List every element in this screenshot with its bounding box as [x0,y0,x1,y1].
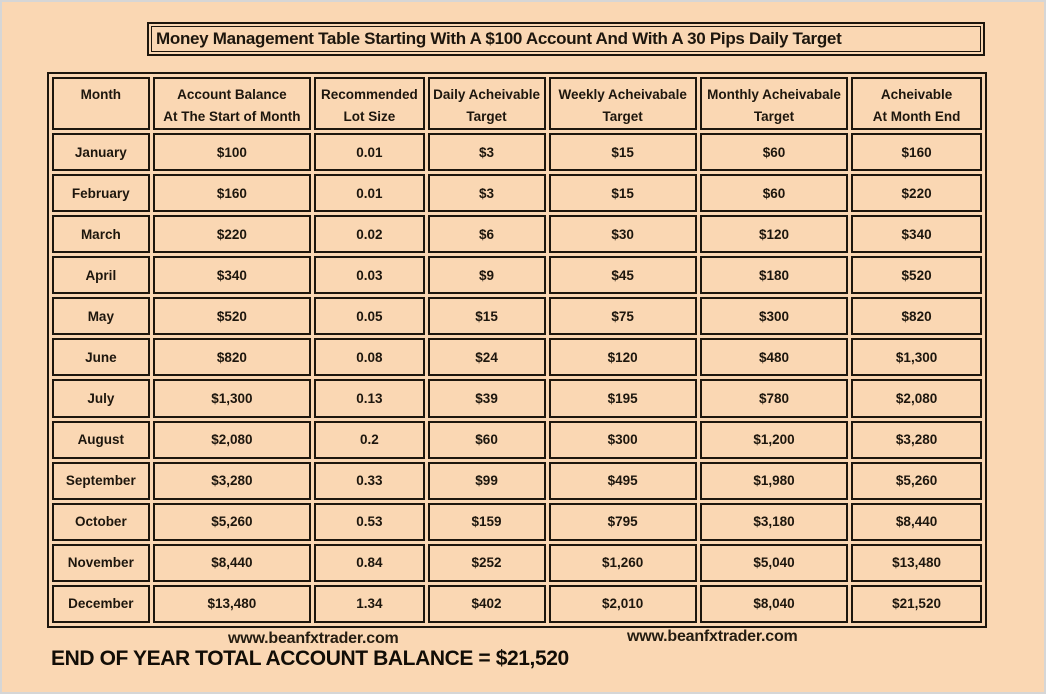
month-cell: July [52,379,150,417]
table-row [52,215,982,253]
header-line: Target [466,109,507,124]
value-cell: $300 [549,421,697,459]
header-cell-daily-target [428,77,546,130]
header-line: Target [602,109,643,124]
value-cell: $5,040 [700,544,848,582]
value-cell: $160 [851,133,982,171]
value-cell: $39 [428,379,546,417]
value-cell: $520 [851,256,982,294]
value-cell: $2,080 [851,379,982,417]
value-cell: $1,300 [851,338,982,376]
value-cell: 0.01 [314,133,425,171]
table-row [52,462,982,500]
value-cell: $30 [549,215,697,253]
header-cell-lot-size [314,77,425,130]
value-cell: $220 [851,174,982,212]
value-cell: $820 [153,338,311,376]
value-cell: $60 [428,421,546,459]
month-cell: October [52,503,150,541]
value-cell: $480 [700,338,848,376]
value-cell: $9 [428,256,546,294]
value-cell: $3,180 [700,503,848,541]
month-cell: August [52,421,150,459]
end-of-year-summary: END OF YEAR TOTAL ACCOUNT BALANCE = $21,520 [51,647,569,670]
value-cell: 0.01 [314,174,425,212]
value-cell: $3,280 [153,462,311,500]
value-cell: $520 [153,297,311,335]
value-cell: $160 [153,174,311,212]
value-cell: $3,280 [851,421,982,459]
month-cell: April [52,256,150,294]
table-row [52,256,982,294]
header-cell-month-end [851,77,982,130]
table-body [52,133,982,623]
value-cell: $15 [549,133,697,171]
value-cell: $21,520 [851,585,982,623]
header-cell-monthly-target [700,77,848,130]
header-line: Weekly Acheivabale [558,87,687,102]
table-row [52,174,982,212]
value-cell: $24 [428,338,546,376]
value-cell: $220 [153,215,311,253]
value-cell: 0.03 [314,256,425,294]
value-cell: $1,260 [549,544,697,582]
value-cell: $252 [428,544,546,582]
value-cell: $159 [428,503,546,541]
table-row [52,379,982,417]
value-cell: 0.53 [314,503,425,541]
value-cell: $100 [153,133,311,171]
value-cell: $75 [549,297,697,335]
value-cell: $5,260 [153,503,311,541]
value-cell: 0.13 [314,379,425,417]
table-row [52,338,982,376]
value-cell: $13,480 [153,585,311,623]
month-cell: September [52,462,150,500]
header-line: Acheivable [880,87,953,102]
header-line: At Month End [872,109,961,124]
header-line: Monthly Acheivabale [707,87,841,102]
value-cell: $340 [153,256,311,294]
value-cell: $8,440 [851,503,982,541]
title-box [147,22,985,56]
value-cell: $300 [700,297,848,335]
value-cell: 0.08 [314,338,425,376]
watermark-left: www.beanfxtrader.com [228,630,399,647]
money-table-frame [47,72,987,628]
header-line: Target [753,109,795,124]
value-cell: $195 [549,379,697,417]
value-cell: $15 [428,297,546,335]
month-cell: January [52,133,150,171]
value-cell: $820 [851,297,982,335]
value-cell: $8,440 [153,544,311,582]
value-cell: $795 [549,503,697,541]
value-cell: $180 [700,256,848,294]
header-cell-month [52,77,150,130]
value-cell: $2,080 [153,421,311,459]
value-cell: $6 [428,215,546,253]
month-cell: June [52,338,150,376]
header-row [52,77,982,130]
table-row [52,503,982,541]
month-cell: March [52,215,150,253]
value-cell: $2,010 [549,585,697,623]
value-cell: $402 [428,585,546,623]
value-cell: $60 [700,133,848,171]
month-cell: February [52,174,150,212]
value-cell: $780 [700,379,848,417]
header-cell-weekly-target [549,77,697,130]
table-row [52,585,982,623]
value-cell: 0.84 [314,544,425,582]
value-cell: $120 [700,215,848,253]
table-row [52,297,982,335]
value-cell: $8,040 [700,585,848,623]
month-cell: May [52,297,150,335]
value-cell: $99 [428,462,546,500]
header-cell-account-balance [153,77,311,130]
table-row [52,133,982,171]
value-cell: 0.33 [314,462,425,500]
value-cell: $15 [549,174,697,212]
value-cell: $3 [428,174,546,212]
value-cell: 0.02 [314,215,425,253]
month-cell: December [52,585,150,623]
value-cell: 0.2 [314,421,425,459]
value-cell: $495 [549,462,697,500]
table-row [52,421,982,459]
header-line: Account Balance [177,87,287,102]
value-cell: $1,200 [700,421,848,459]
table-row [52,544,982,582]
header-line: Daily Acheivable [433,87,540,102]
header-line: Lot Size [343,109,396,124]
month-cell: November [52,544,150,582]
value-cell: $1,300 [153,379,311,417]
value-cell: $45 [549,256,697,294]
page-title: Money Management Table Starting With A $100 Account And With A 30 Pips Daily Target [151,26,981,52]
watermark-right: www.beanfxtrader.com [627,628,798,645]
value-cell: $340 [851,215,982,253]
money-management-table [49,74,985,626]
value-cell: 1.34 [314,585,425,623]
header-line: Recommended [320,87,418,102]
value-cell: $3 [428,133,546,171]
value-cell: $60 [700,174,848,212]
value-cell: $1,980 [700,462,848,500]
header-line: Month [80,87,122,102]
value-cell: 0.05 [314,297,425,335]
value-cell: $120 [549,338,697,376]
value-cell: $13,480 [851,544,982,582]
header-line: At The Start of Month [163,109,301,124]
value-cell: $5,260 [851,462,982,500]
